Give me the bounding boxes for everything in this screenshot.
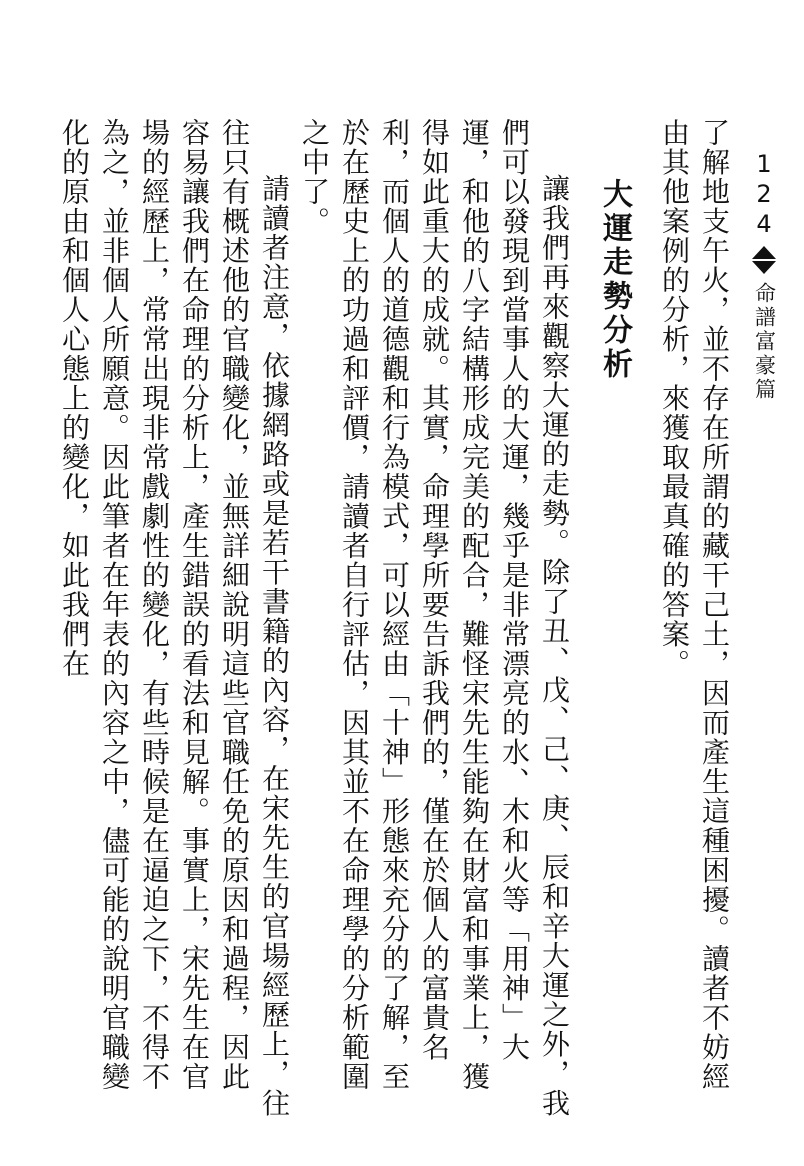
page-number: 124 — [750, 150, 778, 240]
paragraph-2: 讓我們再來觀察大運的走勢。除了丑、戊、己、庚、辰和辛大運之外，我們可以發現到當事人的大運，幾乎是非常漂亮的水、木和火等「用神」大運，和他的八字結構形成完美的配合，難怪宋先生能夠在財富和事業上，獲得如此重大的成就。其實，命理學所要告訴我們的，僅在於個人的富貴名利，而個人的道德觀和行為模式，可以經由「十神」形態來充分的了解，至於在歷史上的功過和評價，請讀者自行評估，因其並不在命理學的分析範圍之中了。 — [298, 118, 571, 1118]
book-title: 命譜富豪篇 — [752, 282, 777, 402]
paragraph-1: 了解地支午火，並不存在所謂的藏干己土，因而產生這種困擾。讀者不妨經由其他案例的分析，來獲取最真確的答案。 — [658, 118, 731, 1092]
paragraph-3: 請讀者注意，依據網路或是若干書籍的內容，在宋先生的官場經歷上，往往只有概述他的官職變化，並無詳細說明這些官職任免的原因和過程，因此容易讓我們在命理的分析上，產生錯誤的看法和見解。事實上，宋先生在官場的經歷上，常常出現非常戲劇性的變化，有些時候是在逼迫之下，不得不為之，並非個人所願意。因此筆者在年表的內容之中，儘可能的說明官職變化的原由和個人心態上的變化，如此我們在 — [58, 118, 291, 1118]
up-down-arrows-icon — [752, 246, 776, 274]
arrow-down-icon — [752, 261, 776, 274]
arrow-up-icon — [752, 246, 776, 259]
page-body — [54, 118, 734, 1118]
page-header — [744, 150, 784, 402]
section-title: 大運走勢分析 — [597, 178, 632, 382]
